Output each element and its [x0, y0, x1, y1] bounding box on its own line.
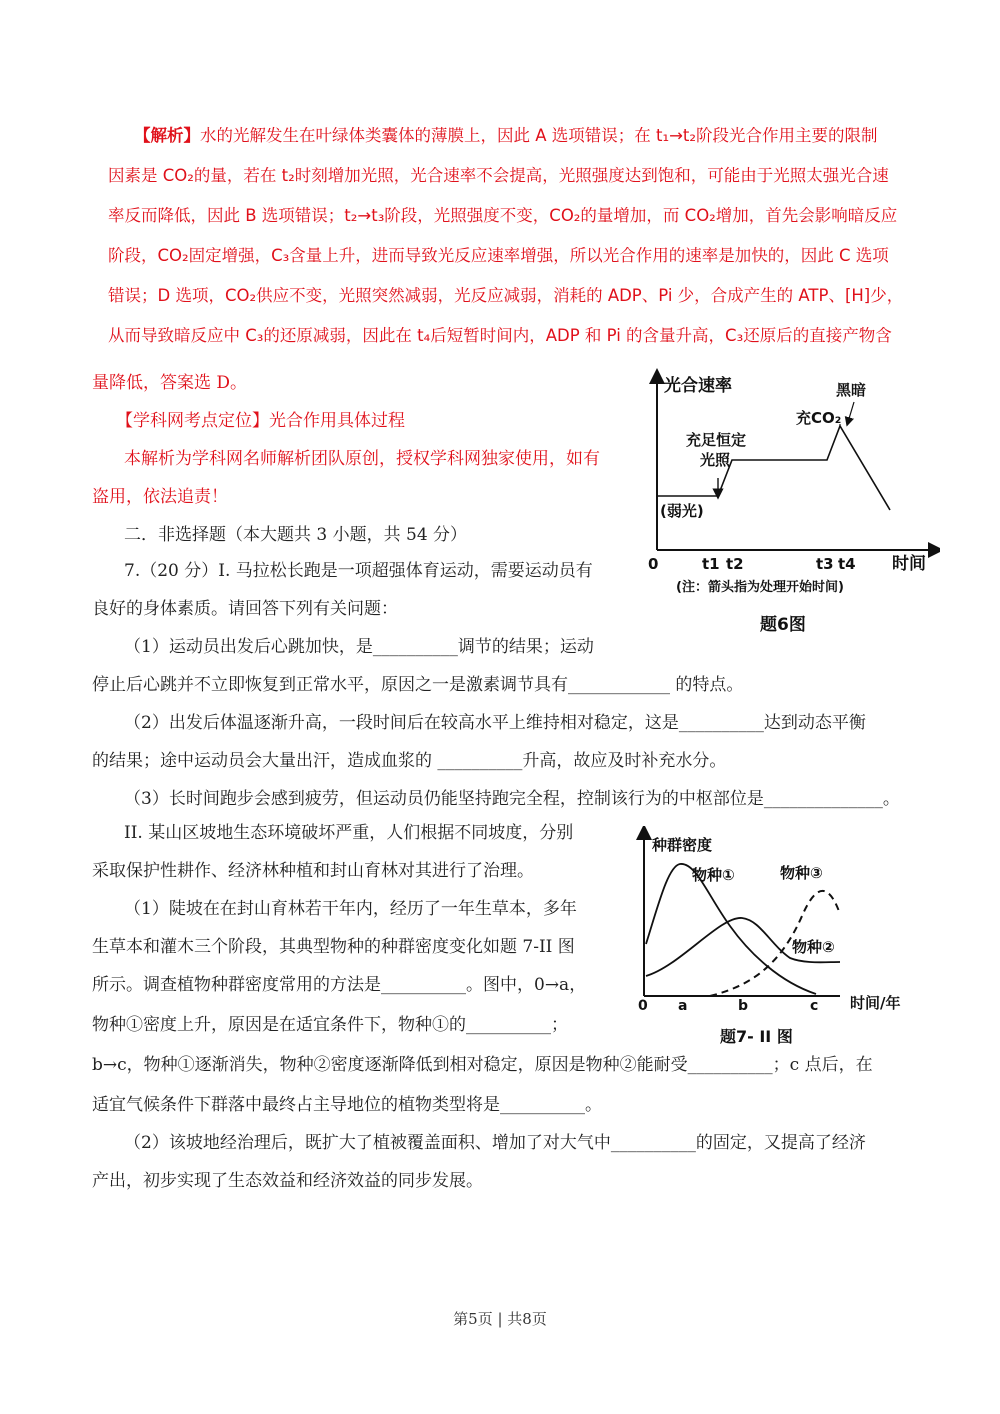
analysis-tag: 【解析】 [134, 126, 200, 145]
tick-c: c [810, 998, 819, 1014]
x-axis-label: 时间 [892, 554, 926, 574]
q7-line-15: 适宜气候条件下群落中最终占主导地位的植物类型将是__________。 [92, 1095, 602, 1115]
analysis-line-4: 阶段，CO₂固定增强，C₃含量上升，进而导致光反应速率增强，所以光合作用的速率是加快的，因此 C 选项 [108, 246, 889, 265]
point-location: 【学科网考点定位】光合作用具体过程 [116, 411, 405, 431]
light-label-2: 光照 [700, 451, 731, 469]
copyright-line-1: 本解析为学科网名师解析团队原创，授权学科网独家使用，如有 [124, 449, 600, 469]
analysis-line-1: 【解析】水的光解发生在叶绿体类囊体的薄膜上，因此 A 选项错误；在 t₁→t₂阶段光合作用主要的限制 [134, 126, 878, 145]
co2-label: 充CO₂ [796, 409, 842, 427]
tick-t4: t4 [838, 555, 856, 573]
q7-line-7: （3）长时间跑步会感到疲劳，但运动员仍能坚持跑完全程，控制该行为的中枢部位是______________。 [124, 789, 900, 809]
analysis-line-3: 率反而降低，因此 B 选项错误；t₂→t₃阶段，光照强度不变，CO₂的量增加，而 CO₂增加，首先会影响暗反应 [108, 206, 898, 225]
q7-line-16: （2）该坡地经治理后，既扩大了植被覆盖面积、增加了对大气中__________的固定，又提高了经济 [124, 1133, 866, 1153]
section-heading: 二．非选择题（本大题共 3 小题，共 54 分） [124, 525, 468, 545]
q7-line-2: 良好的身体素质。请回答下列有关问题： [92, 599, 398, 619]
analysis-line-2: 因素是 CO₂的量，若在 t₂时刻增加光照，光合速率不会提高，光照强度达到饱和，可能由于光照太强光合速 [108, 166, 889, 185]
figure-6-caption: 题6图 [760, 615, 806, 635]
x-axis-label: 时间/年 [850, 994, 901, 1012]
figure-6-diagram [640, 368, 940, 643]
q7-line-3: （1）运动员出发后心跳加快，是__________调节的结果；运动 [124, 637, 594, 657]
analysis-last-line: 量降低，答案选 D。 [92, 373, 248, 393]
q7-line-6: 的结果；途中运动员会大量出汗，造成血浆的 __________升高，故应及时补充水分。 [92, 751, 727, 771]
q7-line-13: 物种①密度上升，原因是在适宜条件下，物种①的__________； [92, 1015, 568, 1035]
origin-label: 0 [648, 555, 659, 573]
analysis-line-6: 从而导致暗反应中 C₃的还原减弱，因此在 t₄后短暂时间内，ADP 和 Pi 的含量升高，C₃还原后的直接产物含 [108, 326, 892, 345]
q7-line-1: 7.（20 分）I. 马拉松长跑是一项超强体育运动，需要运动员有 [124, 561, 593, 581]
light-label-1: 充足恒定 [686, 431, 747, 449]
q7-line-10: （1）陡坡在在封山育林若干年内，经历了一年生草本，多年 [124, 899, 577, 919]
tick-t2: t2 [726, 555, 744, 573]
page-footer: 第5页 | 共8页 [453, 1310, 547, 1328]
q7-line-4: 停止后心跳并不立即恢复到正常水平，原因之一是激素调节具有____________ 的特点。 [92, 675, 744, 695]
q7-line-11: 生草本和灌木三个阶段，其典型物种的种群密度变化如题 7-II 图 [92, 937, 575, 957]
tick-t1: t1 [702, 555, 720, 573]
copyright-line-2: 盗用，依法追责！ [92, 487, 228, 507]
figure-7-diagram [630, 826, 920, 1058]
analysis-line-5: 错误；D 选项，CO₂供应不变，光照突然减弱，光反应减弱，消耗的 ADP、Pi 少，合成产生的 ATP、[H]少， [108, 286, 904, 305]
y-axis-label: 种群密度 [652, 836, 713, 854]
q7-line-9: 采取保护性耕作、经济林种植和封山育林对其进行了治理。 [92, 861, 534, 881]
species-3-label: 物种③ [780, 864, 823, 882]
q7-line-17: 产出，初步实现了生态效益和经济效益的同步发展。 [92, 1171, 483, 1191]
weak-light-label: (弱光) [660, 502, 704, 520]
note-label: (注：箭头指为处理开始时间) [676, 580, 844, 595]
tick-a: a [678, 998, 688, 1014]
q7-line-14: b→c，物种①逐渐消失，物种②密度逐渐降低到相对稳定，原因是物种②能耐受__________；c 点后，在 [92, 1055, 873, 1075]
species-1-label: 物种① [692, 866, 735, 884]
q7-line-8: II. 某山区坡地生态环境破坏严重，人们根据不同坡度，分别 [124, 823, 574, 843]
tick-b: b [738, 998, 749, 1014]
y-axis-label: 光合速率 [664, 376, 732, 396]
species-2-label: 物种② [792, 938, 835, 956]
tick-t3: t3 [816, 555, 834, 573]
q7-line-12: 所示。调查植物种群密度常用的方法是__________。图中，0→a， [92, 975, 587, 995]
dark-arrow [848, 402, 854, 422]
dark-label: 黑暗 [836, 381, 867, 399]
tick-0: 0 [638, 998, 648, 1014]
figure-7-caption: 题7- II 图 [720, 1027, 793, 1046]
q7-line-5: （2）出发后体温逐渐升高，一段时间后在较高水平上维持相对稳定，这是__________达到动态平衡 [124, 713, 866, 733]
